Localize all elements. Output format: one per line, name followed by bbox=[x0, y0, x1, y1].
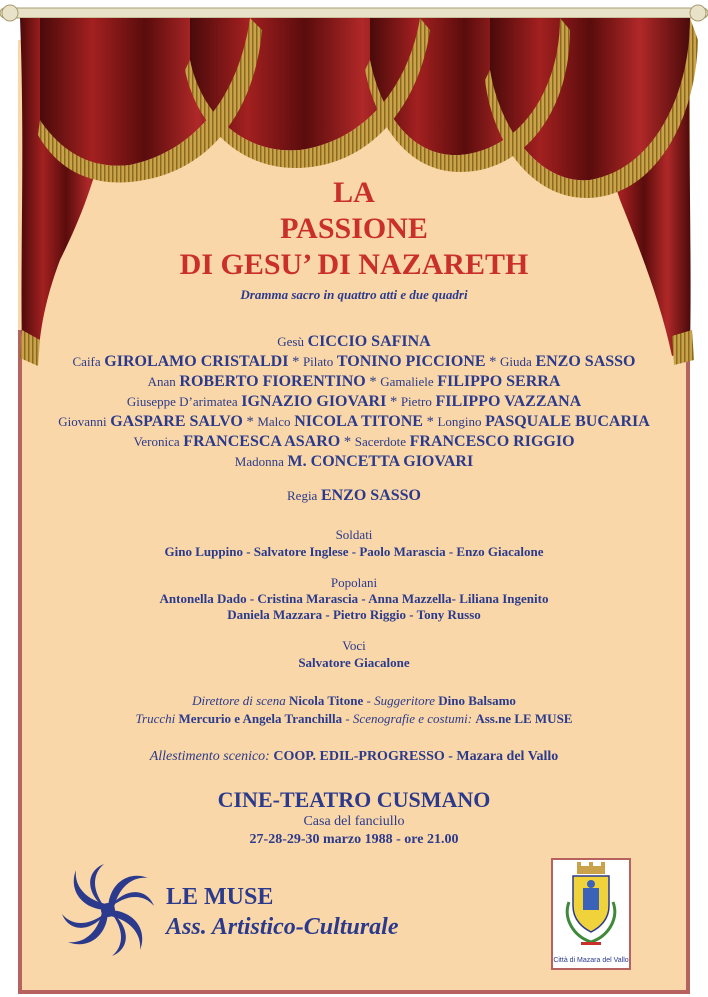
cast-separator: * bbox=[365, 374, 381, 390]
cast-line bbox=[0, 452, 708, 472]
suggeritore-label: Suggeritore bbox=[374, 693, 435, 708]
cast-actor-name: CICCIO SAFINA bbox=[307, 333, 431, 350]
cast-actor-name: NICOLA TITONE bbox=[294, 413, 423, 430]
title-line-2: PASSIONE bbox=[280, 212, 428, 245]
cast-actor-name: ROBERTO FIORENTINO bbox=[179, 373, 366, 390]
cast-line bbox=[0, 432, 708, 452]
spiral-logo-icon bbox=[62, 864, 154, 956]
trucchi-name: Mercurio e Angela Tranchilla bbox=[178, 711, 343, 726]
cast-role: Gesù bbox=[277, 334, 304, 349]
soldati-label: Soldati bbox=[335, 527, 373, 542]
cast-role: Anan bbox=[147, 374, 176, 389]
city-crest bbox=[551, 858, 631, 970]
popolani-names-1: Antonella Dado - Cristina Marascia - Anna Mazzella- Liliana Ingenito bbox=[159, 591, 549, 606]
cast-actor-name: FILIPPO SERRA bbox=[437, 373, 561, 390]
voci-label: Voci bbox=[342, 638, 366, 653]
cast-line bbox=[0, 352, 708, 372]
cast-separator: * bbox=[386, 394, 401, 410]
cast-role: Gamaliele bbox=[380, 374, 434, 389]
cast-line bbox=[0, 392, 708, 412]
logo-name: LE MUSE bbox=[166, 884, 274, 910]
subtitle: Dramma sacro in quattro atti e due quadri bbox=[240, 287, 468, 302]
title-line-3: DI GESU’ DI NAZARETH bbox=[179, 248, 529, 281]
crest-caption: Città di Mazara del Vallo bbox=[553, 957, 629, 964]
scenografie-name: Ass.ne LE MUSE bbox=[475, 711, 573, 726]
cast-actor-name: GASPARE SALVO bbox=[110, 413, 243, 430]
logo-tagline: Ass. Artistico-Culturale bbox=[166, 914, 399, 940]
credits-separator-2: - bbox=[342, 711, 353, 726]
regia-label: Regia bbox=[287, 488, 318, 503]
soldati-names: Gino Luppino - Salvatore Inglese - Paolo Marascia - Enzo Giacalone bbox=[164, 544, 544, 559]
cast-actor-name: M. CONCETTA GIOVARI bbox=[287, 453, 474, 470]
cast-actor-name: PASQUALE BUCARIA bbox=[485, 413, 650, 430]
title-line-1: LA bbox=[333, 176, 375, 209]
cast-actor-name: GIROLAMO CRISTALDI bbox=[104, 353, 289, 370]
cast-role: Giovanni bbox=[58, 414, 107, 429]
cast-role: Longino bbox=[437, 414, 482, 429]
cast-role: Malco bbox=[257, 414, 291, 429]
cast-actor-name: FILIPPO VAZZANA bbox=[435, 393, 582, 410]
cast-separator: * bbox=[485, 354, 501, 370]
cast-role: Caifa bbox=[72, 354, 101, 369]
venue-name: CINE-TEATRO CUSMANO bbox=[217, 787, 491, 812]
cast-role: Pilato bbox=[302, 354, 334, 369]
allestimento-label: Allestimento scenico: bbox=[149, 749, 270, 764]
cast-line bbox=[0, 332, 708, 352]
cast-line bbox=[0, 412, 708, 432]
cast-role: Sacerdote bbox=[354, 434, 406, 449]
trucchi-label: Trucchi bbox=[135, 711, 176, 726]
regia-name: ENZO SASSO bbox=[320, 487, 421, 504]
allestimento-name: COOP. EDIL-PROGRESSO - Mazara del Vallo bbox=[273, 749, 559, 764]
venue-place: Casa del fanciullo bbox=[303, 814, 405, 829]
credits-separator-1: - bbox=[363, 693, 375, 708]
cast-actor-name: FRANCESCA ASARO bbox=[183, 433, 341, 450]
regia-line bbox=[0, 486, 708, 506]
suggeritore-name: Dino Balsamo bbox=[438, 693, 516, 708]
cast-role: Madonna bbox=[234, 454, 284, 469]
cast-role: Veronica bbox=[133, 434, 180, 449]
credits-line-1 bbox=[0, 693, 708, 709]
cast-role: Giuseppe D’arimatea bbox=[126, 394, 238, 409]
cast-separator: * bbox=[422, 414, 438, 430]
popolani-label: Popolani bbox=[330, 575, 378, 590]
cast-role: Pietro bbox=[400, 394, 432, 409]
cast-actor-name: FRANCESCO RIGGIO bbox=[409, 433, 575, 450]
scenografie-label: Scenografie e costumi: bbox=[352, 711, 473, 726]
direttore-label: Direttore di scena bbox=[192, 693, 286, 708]
cast-separator: * bbox=[340, 434, 355, 450]
cast-actor-name: IGNAZIO GIOVARI bbox=[241, 393, 387, 410]
allestimento-line bbox=[0, 749, 708, 765]
cast-line bbox=[0, 372, 708, 392]
cast-role: Giuda bbox=[500, 354, 532, 369]
voci-name: Salvatore Giacalone bbox=[298, 655, 410, 670]
credits-line-2 bbox=[0, 711, 708, 727]
venue-dates: 27-28-29-30 marzo 1988 - ore 21.00 bbox=[249, 832, 459, 847]
cast-separator: * bbox=[242, 414, 258, 430]
cast-actor-name: TONINO PICCIONE bbox=[336, 353, 486, 370]
popolani-names-2: Daniela Mazzara - Pietro Riggio - Tony Russo bbox=[227, 607, 481, 622]
cast-actor-name: ENZO SASSO bbox=[535, 353, 636, 370]
cast-list bbox=[0, 332, 708, 472]
direttore-name: Nicola Titone bbox=[288, 693, 364, 708]
cast-separator: * bbox=[288, 354, 303, 370]
city-crest-icon bbox=[553, 862, 629, 954]
